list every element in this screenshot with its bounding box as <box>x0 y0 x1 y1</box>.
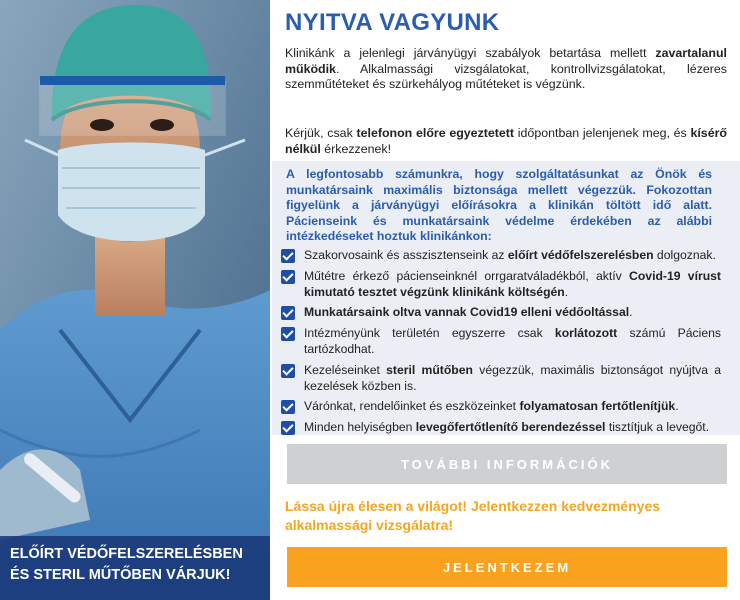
measure-bold: levegőfertőtlenítő berendezéssel <box>415 420 606 435</box>
intro-paragraph <box>285 46 727 93</box>
checkbox-checked-icon <box>281 249 295 263</box>
measure-text: végezzük, maximális biztonságot nyújtva a kezelések közben is. <box>304 362 721 393</box>
intro-text-a: Klinikánk a jelenlegi járványügyi szabályok betartása mellett <box>285 46 656 60</box>
measure-bold: Munkatársaink oltva vannak Covid19 elleni védőoltással <box>304 305 630 320</box>
more-info-button[interactable]: TOVÁBBI INFORMÁCIÓK <box>287 444 727 484</box>
intro-text-b: . Alkalmassági vizsgálatokat, kontrollvizsgálatokat, lézeres szemműtéteket és szürkehályog műtéteket is végzünk. <box>285 61 727 92</box>
signup-button[interactable]: JELENTKEZEM <box>287 547 727 587</box>
measures-list <box>281 248 721 441</box>
measure-text: . <box>629 305 633 320</box>
caption-line-1: ELŐÍRT VÉDŐFELSZERELÉSBEN <box>10 546 243 562</box>
notice-text-bold-b: kísérő nélkül <box>285 126 727 156</box>
medical-worker-illustration <box>0 0 270 600</box>
checkbox-checked-icon <box>281 327 295 341</box>
measure-text: Műtétre érkező pácienseinknél orrgaratváladékból, aktív <box>304 268 630 283</box>
measures-heading: A legfontosabb számunkra, hogy szolgáltatásunkat az Önök és munkatársaink maximális biztonsága mellett végezzük. Fokozottan figyelünk a járványügyi előírásokra a klinikán töltött idő alatt. Pácienseink és munkatársaink védelme érdekében az alábbi intézkedéseket hoztuk klinikánkon: <box>286 167 712 244</box>
promo-text: Lássa újra élesen a világot! Jelentkezzen kedvezményes alkalmassági vizsgálatra! <box>285 498 661 533</box>
measure-bold: korlátozott <box>554 326 618 341</box>
measure-text: Intézményünk területén egyszerre csak <box>304 326 555 341</box>
notice-text-c: érkezzenek! <box>320 141 392 156</box>
measure-text: . <box>564 284 569 299</box>
checkbox-checked-icon <box>281 400 295 414</box>
measure-text: Kezeléseinket <box>304 362 387 377</box>
list-item <box>281 248 721 264</box>
hero-photo <box>0 0 270 600</box>
intro-text-bold: zavartalanul működik <box>285 46 727 76</box>
measure-bold: steril műtőben <box>386 362 473 377</box>
measure-text: Várónkat, rendelőinket és eszközeinket <box>304 399 520 414</box>
measure-text: Minden helyiségben <box>304 420 416 435</box>
notice-paragraph <box>285 126 727 157</box>
measure-text: . <box>675 399 679 414</box>
notice-text-a: Kérjük, csak <box>285 126 357 140</box>
list-item <box>281 305 721 321</box>
list-item <box>281 399 721 415</box>
measure-text: dolgoznak. <box>653 248 716 262</box>
checkbox-checked-icon <box>281 270 295 284</box>
caption-line-2: ÉS STERIL MŰTŐBEN VÁRJUK! <box>10 567 231 583</box>
checkbox-checked-icon <box>281 364 295 378</box>
measure-text: Szakorvosaink és asszisztenseink az <box>304 248 508 262</box>
measure-bold: előírt védőfelszerelésben <box>507 248 654 262</box>
measure-bold: Covid-19 vírust kimutató tesztet végzünk klinikánk költségén <box>304 268 721 299</box>
list-item <box>281 420 721 436</box>
measures-box <box>272 161 740 435</box>
list-item <box>281 363 721 395</box>
measure-text: számú Páciens tartózkodhat. <box>304 326 721 356</box>
checkbox-checked-icon <box>281 306 295 320</box>
measure-text: tisztítjuk a levegőt. <box>605 420 710 435</box>
notice-text-b: időpontban jelenjenek meg, és <box>514 126 691 140</box>
list-item <box>281 269 721 301</box>
list-item <box>281 326 721 358</box>
page-title: NYITVA VAGYUNK <box>285 9 500 36</box>
photo-caption <box>0 536 270 600</box>
measure-bold: folyamatosan fertőtlenítjük <box>519 399 676 414</box>
checkbox-checked-icon <box>281 421 295 435</box>
notice-text-bold-a: telefonon előre egyeztetett <box>356 126 515 140</box>
